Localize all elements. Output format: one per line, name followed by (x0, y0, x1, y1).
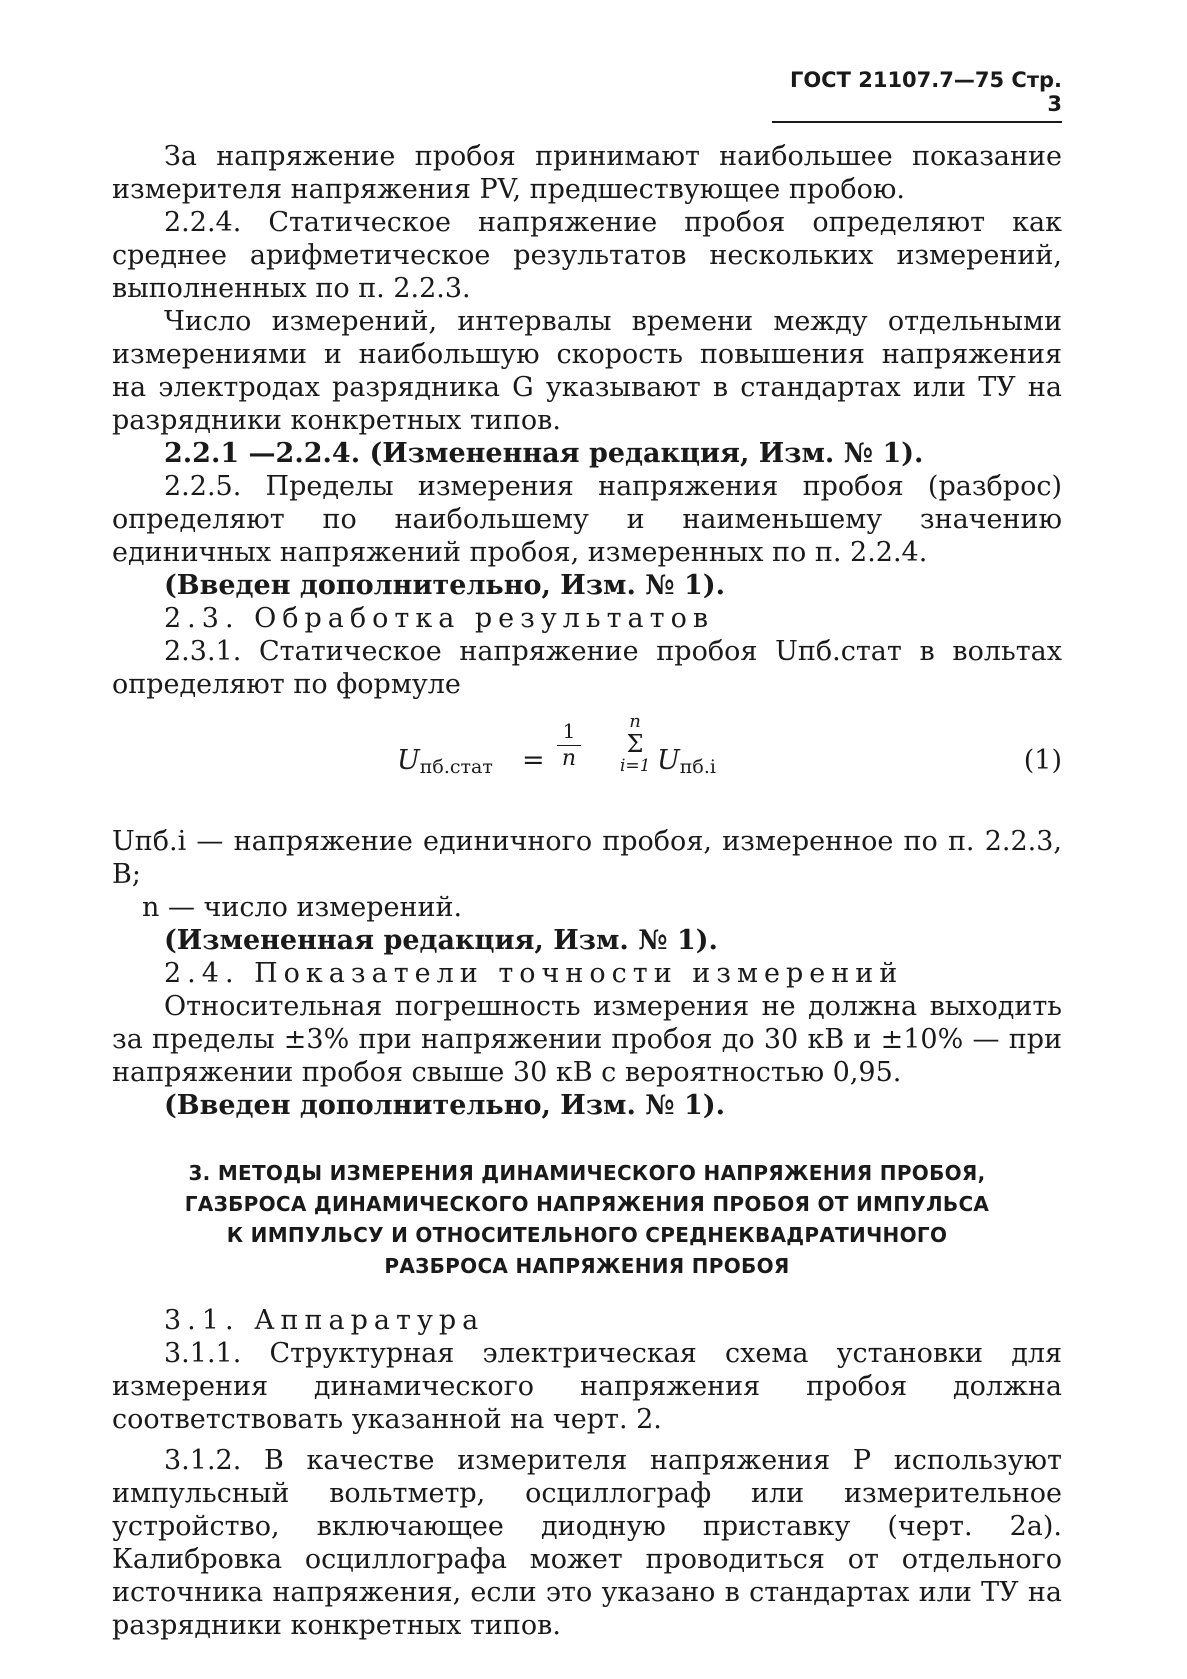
definition: n — число измерений. (142, 892, 463, 923)
amendment-note: (Измененная редакция, Изм. № 1). (164, 925, 718, 956)
formula-lhs: $U_{пб.стат}$ (397, 745, 493, 778)
formula-term: $U_{пб.i}$ (657, 745, 716, 778)
subsection-title-3-1: 3.1. Аппаратура (164, 1305, 485, 1336)
paragraph: За напряжение пробоя принимают наибольшее показание измерителя напряжения PV, предшествующее пробою. (112, 141, 1062, 205)
paragraph-3-1-1: 3.1.1. Структурная электрическая схема установки для измерения динамического напряжения пробоя должна соответствовать указанной на черт. 2. (112, 1338, 1062, 1435)
paragraph-2-2-4: 2.2.4. Статическое напряжение пробоя определяют как среднее арифметическое результатов нескольких измерений, выполненных по п. 2.2.3. (112, 207, 1062, 304)
section-3-heading: 3. МЕТОДЫ ИЗМЕРЕНИЯ ДИНАМИЧЕСКОГО НАПРЯЖЕНИЯ ПРОБОЯ, ГАЗБРОСА ДИНАМИЧЕСКОГО НАПРЯЖЕНИЯ ПРОБОЯ ОТ ИМПУЛЬСА К ИМПУЛЬСУ И ОТНОСИТЕЛЬНОГО СРЕДНЕКВАДРАТИЧНОГО РАЗБРОСА НАПРЯЖЕНИЯ ПРОБОЯ (184, 1161, 990, 1278)
paragraph: Число измерений, интервалы времени между отдельными измерениями и наибольшую скорость повышения напряжения на электродах разрядника G указывают в стандартах или ТУ на разрядники конкретных типов. (112, 306, 1062, 436)
definition: Uпб.i — напряжение единичного пробоя, измеренное по п. 2.2.3, В; (112, 826, 1062, 890)
subsection-title-2-4: 2.4. Показатели точности измерений (164, 958, 904, 989)
formula-number: (1) (1023, 745, 1062, 776)
amendment-note: (Введен дополнительно, Изм. № 1). (164, 1090, 726, 1121)
formula-1 (112, 711, 1062, 829)
amendment-note: 2.2.1 —2.2.4. (Измененная редакция, Изм. № 1). (164, 438, 924, 469)
amendment-note: (Введен дополнительно, Изм. № 1). (164, 570, 726, 601)
formula-equals: = (522, 745, 545, 776)
document-body (112, 140, 1062, 1642)
paragraph-3-1-2: 3.1.2. В качестве измерителя напряжения P используют импульсный вольтметр, осциллограф или измерительное устройство, включающее диодную приставку (черт. 2а). Калибровка осциллографа может проводиться от отдельного источника напряжения, если это указано в стандартах или ТУ на разрядники конкретных типов. (112, 1445, 1062, 1641)
summation-symbol: n Σ i=1 (620, 711, 651, 776)
paragraph-2-2-5: 2.2.5. Пределы измерения напряжения пробоя (разброс) определяют по наибольшему и наименьшему значению единичных напряжений пробоя, измеренных по п. 2.2.4. (112, 471, 1062, 568)
formula-fraction: $\frac{1}{n}$ (557, 719, 581, 771)
paragraph-2-4: Относительная погрешность измерения не должна выходить за пределы ±3% при напряжении пробоя до 30 кВ и ±10% — при напряжении пробоя свыше 30 кВ с вероятностью 0,95. (112, 991, 1062, 1088)
paragraph-2-3-1: 2.3.1. Статическое напряжение пробоя Uпб.стат в вольтах определяют по формуле (112, 636, 1062, 700)
subsection-title-2-3: 2.3. Обработка результатов (164, 603, 715, 634)
page-header: ГОСТ 21107.7—75 Стр. 3 (772, 68, 1062, 123)
